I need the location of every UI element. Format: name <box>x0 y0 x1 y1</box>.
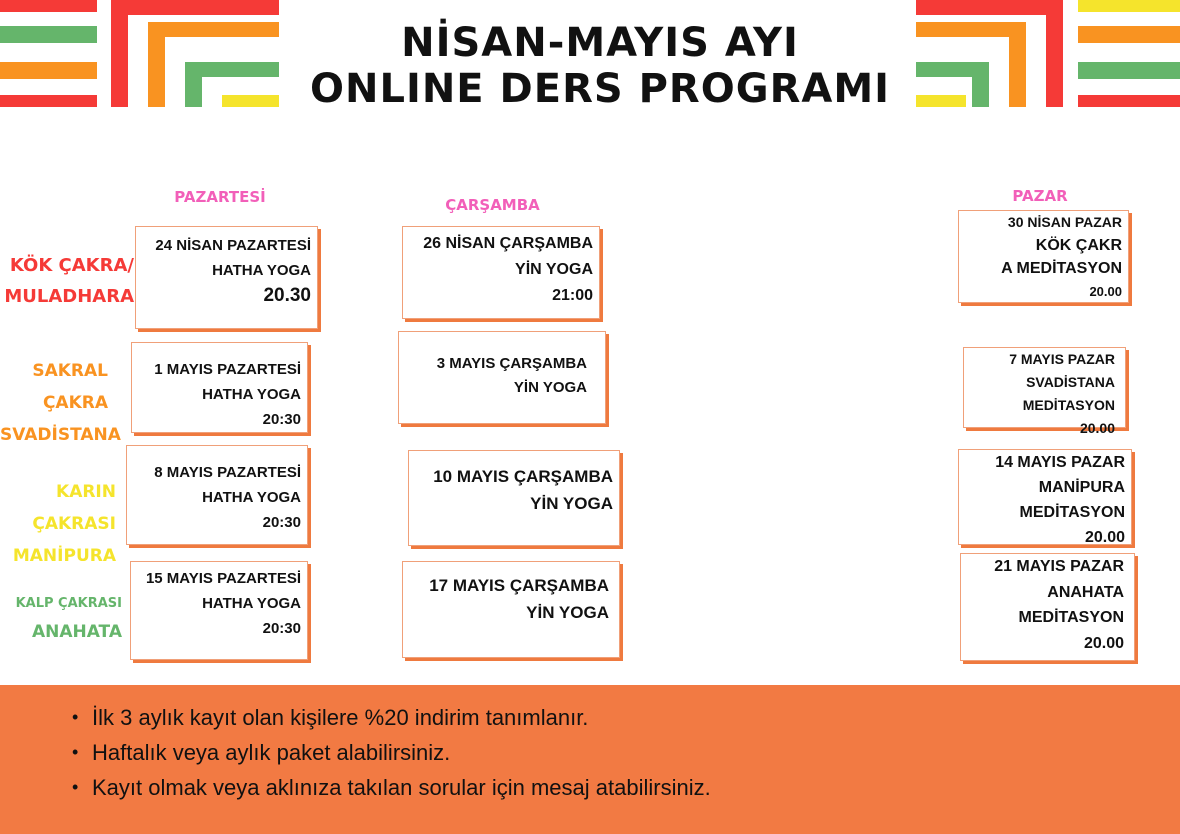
schedule-card-wednesday-2: 3 MAYIS ÇARŞAMBA YİN YOGA <box>398 331 606 424</box>
schedule-card-wednesday-3: 10 MAYIS ÇARŞAMBA YİN YOGA <box>408 450 620 546</box>
day-header-sunday: PAZAR <box>1012 187 1068 205</box>
chakra-label-kalp: KALP ÇAKRASI ANAHATA <box>15 596 122 642</box>
schedule-card-monday-3: 8 MAYIS PAZARTESİ HATHA YOGA 20:30 <box>126 445 308 545</box>
chakra-label-sakral: SAKRAL ÇAKRA SVADİSTANA <box>0 361 121 445</box>
title-line-2: ONLINE DERS PROGRAMI <box>309 66 891 112</box>
day-header-wednesday: ÇARŞAMBA <box>445 196 540 214</box>
chakra-label-karin: KARIN ÇAKRASI MANİPURA <box>12 482 116 566</box>
chakra-label-kok: KÖK ÇAKRA/ MULADHARA <box>4 255 134 307</box>
schedule-card-monday-2: 1 MAYIS PAZARTESİ HATHA YOGA 20:30 <box>131 342 308 433</box>
schedule-card-sunday-1: 30 NİSAN PAZAR KÖK ÇAKR A MEDİTASYON 20.00 <box>958 210 1129 303</box>
schedule-card-sunday-3: 14 MAYIS PAZAR MANİPURA MEDİTASYON 20.00 <box>958 449 1132 545</box>
notes-list <box>68 700 711 805</box>
note-item-packages: • Haftalık veya aylık paket alabilirsiniz. <box>68 735 711 770</box>
schedule-card-wednesday-4: 17 MAYIS ÇARŞAMBA YİN YOGA <box>402 561 620 658</box>
schedule-card-wednesday-1: 26 NİSAN ÇARŞAMBA YİN YOGA 21:00 <box>402 226 600 319</box>
schedule-card-sunday-4: 21 MAYIS PAZAR ANAHATA MEDİTASYON 20.00 <box>960 553 1135 661</box>
note-item-discount: • İlk 3 aylık kayıt olan kişilere %20 indirim tanımlanır. <box>68 700 711 735</box>
schedule-card-sunday-2: 7 MAYIS PAZAR SVADİSTANA MEDİTASYON 20.00 <box>963 347 1126 428</box>
schedule-card-monday-4: 15 MAYIS PAZARTESİ HATHA YOGA 20:30 <box>130 561 308 660</box>
note-item-contact: • Kayıt olmak veya aklınıza takılan sorular için mesaj atabilirsiniz. <box>68 770 711 805</box>
day-header-monday: PAZARTESİ <box>174 188 266 206</box>
title-line-1: NİSAN-MAYIS AYI <box>401 20 799 66</box>
schedule-card-monday-1: 24 NİSAN PAZARTESİ HATHA YOGA 20.30 <box>135 226 318 329</box>
notes-footer <box>0 685 1180 834</box>
page-title <box>300 20 900 112</box>
